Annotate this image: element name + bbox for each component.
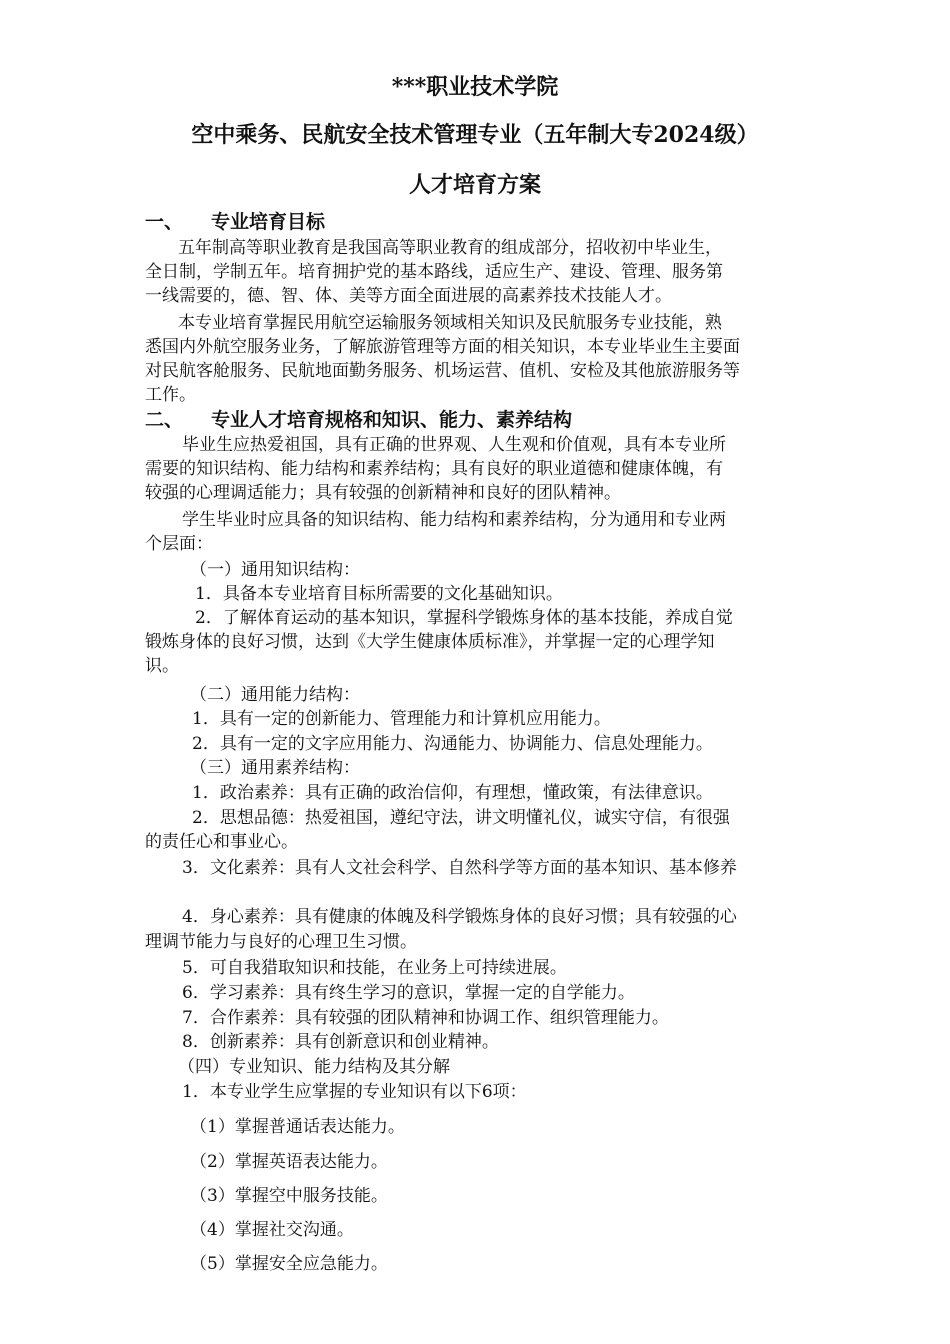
subsection-title: （一）通用知识结构： [190, 560, 360, 580]
plan-title: 人才培育方案 [408, 172, 541, 198]
paragraph-line: 对民航客舱服务、民航地面勤务服务、机场运营、值机、安检及其他旅游服务等 [145, 361, 740, 381]
subsection-title: （二）通用能力结构： [190, 685, 360, 705]
section2-number: 二、 [145, 409, 184, 431]
paragraph-line: 学生毕业时应具备的知识结构、能力结构和素养结构，分为通用和专业两 [182, 510, 726, 530]
subsection-title: （三）通用素养结构： [190, 758, 360, 778]
list-item: 2．具有一定的文字应用能力、沟通能力、协调能力、信息处理能力。 [192, 734, 713, 754]
section1-number: 一、 [145, 211, 184, 233]
list-item: 1．政治素养：具有正确的政治信仰，有理想，懂政策，有法律意识。 [192, 783, 713, 803]
major-title: 空中乘务、民航安全技术管理专业（五年制大专2024级） [191, 122, 759, 148]
list-item: 3．文化素养：具有人文社会科学、自然科学等方面的基本知识、基本修养 [182, 858, 737, 878]
list-item: 6．学习素养：具有终生学习的意识，掌握一定的自学能力。 [182, 983, 635, 1003]
list-item: 5．可自我猎取知识和技能，在业务上可持续进展。 [182, 958, 567, 978]
list-item: （1）掌握普通话表达能力。 [190, 1117, 405, 1137]
paragraph-line: 本专业培育掌握民用航空运输服务领域相关知识及民航服务专业技能，熟 [178, 313, 722, 333]
school-title: ***职业技术学院 [391, 74, 559, 100]
paragraph-line: 一线需要的，德、智、体、美等方面全面进展的高素养技术技能人才。 [145, 286, 672, 306]
list-item: 1．具备本专业培育目标所需要的文化基础知识。 [195, 584, 563, 604]
list-item: 1．具有一定的创新能力、管理能力和计算机应用能力。 [192, 709, 611, 729]
subsection-title: （四）专业知识、能力结构及其分解 [178, 1057, 450, 1077]
list-item: 2．思想品德：热爱祖国，遵纪守法，讲文明懂礼仪，诚实守信，有很强 [192, 808, 730, 828]
section2-heading [145, 408, 572, 432]
list-item: （5）掌握安全应急能力。 [190, 1254, 388, 1274]
list-item: 7．合作素养：具有较强的团队精神和协调工作、组织管理能力。 [182, 1008, 669, 1028]
paragraph-line: 五年制高等职业教育是我国高等职业教育的组成部分，招收初中毕业生， [178, 238, 722, 258]
paragraph-line: 需要的知识结构、能力结构和素养结构；具有良好的职业道德和健康体魄，有 [145, 459, 723, 479]
list-item: 2．了解体育运动的基本知识，掌握科学锻炼身体的基本技能，养成自觉 [195, 608, 733, 628]
paragraph-line: 个层面： [145, 534, 213, 554]
paragraph-line: 工作。 [145, 385, 196, 405]
list-item: （2）掌握英语表达能力。 [190, 1152, 388, 1172]
list-item-continued: 理调节能力与良好的心理卫生习惯。 [145, 932, 417, 952]
section1-heading-text: 专业培育目标 [211, 211, 326, 233]
list-item-continued: 识。 [145, 656, 179, 676]
list-intro: 1．本专业学生应掌握的专业知识有以下6项： [182, 1082, 527, 1102]
list-item: （3）掌握空中服务技能。 [190, 1186, 388, 1206]
list-item-continued: 锻炼身体的良好习惯，达到《大学生健康体质标准》，并掌握一定的心理学知 [145, 632, 715, 652]
paragraph-line: 全日制，学制五年。培育拥护党的基本路线，适应生产、建设、管理、服务第 [145, 262, 723, 282]
section1-heading [145, 210, 325, 234]
list-item-continued: 的责任心和事业心。 [145, 832, 298, 852]
section2-heading-text: 专业人才培育规格和知识、能力、素养结构 [211, 409, 573, 431]
list-item: 8．创新素养：具有创新意识和创业精神。 [182, 1032, 499, 1052]
list-item: 4．身心素养：具有健康的体魄及科学锻炼身体的良好习惯；具有较强的心 [182, 907, 737, 927]
paragraph-line: 悉国内外航空服务业务，了解旅游管理等方面的相关知识，本专业毕业生主要面 [145, 337, 740, 357]
paragraph-line: 较强的心理调适能力；具有较强的创新精神和良好的团队精神。 [145, 483, 621, 503]
paragraph-line: 毕业生应热爱祖国，具有正确的世界观、人生观和价值观，具有本专业所 [182, 435, 726, 455]
list-item: （4）掌握社交沟通。 [190, 1220, 354, 1240]
